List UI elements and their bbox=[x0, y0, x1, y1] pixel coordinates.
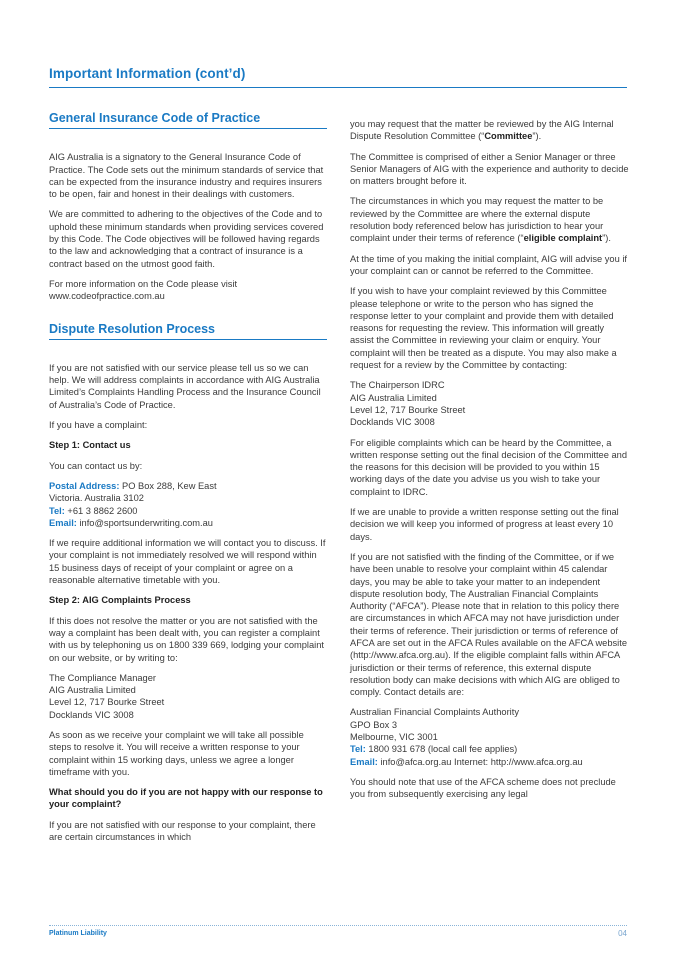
address-line: Melbourne, VIC 3001 bbox=[350, 732, 438, 743]
paragraph: If we require additional information we will contact you to discuss. If your complaint is not immediately resolved we will respond within 15 business days of receipt of your complaint or agree on a reasonable alternative timetable with you. bbox=[49, 538, 326, 586]
postal-value: PO Box 288, Kew East bbox=[119, 480, 217, 491]
paragraph: At the time of you making the initial complaint, AIG will advise you if your complaint can or cannot be referred to the Committee. bbox=[350, 253, 627, 276]
email-value[interactable]: info@sportsunderwriting.com.au bbox=[76, 517, 213, 528]
afca-contact bbox=[350, 706, 630, 767]
code-website-link[interactable]: www.codeofpractice.com.au bbox=[49, 291, 165, 302]
paragraph: You should note that use of the AFCA scheme does not preclude you from subsequently exercising any legal bbox=[350, 776, 616, 800]
paragraph-text: For more information on the Code please visit bbox=[49, 278, 238, 289]
address-line: AIG Australia Limited bbox=[49, 685, 136, 696]
postal-label: Postal Address: bbox=[49, 480, 120, 491]
paragraph: If you are not satisfied with our service please tell us so we can help. We will address complaints in accordance with AIG Australia Limited’s Complaints Handling Process and the Insurance Council of Australia’s Code of Practice. bbox=[49, 362, 321, 410]
paragraph: If you have a complaint: bbox=[49, 420, 148, 431]
footer-divider bbox=[49, 925, 627, 926]
compliance-address bbox=[49, 672, 327, 721]
paragraph bbox=[49, 278, 327, 303]
email-label: Email: bbox=[49, 517, 77, 528]
tel-value[interactable]: +61 3 8862 2600 bbox=[64, 505, 138, 516]
step2-heading: Step 2: AIG Complaints Process bbox=[49, 595, 191, 606]
bold-term: eligible complaint bbox=[523, 233, 603, 244]
paragraph: If you wish to have your complaint reviewed by this Committee please telephone or write to the person who has signed the response letter to your complaint and provide them with detailed reasons for requesting the review. This information will greatly assist the Committee in reviewing your claim or enquiry. Your complaint will then be treated as a dispute. You may also make a request for a review by the Committee by contacting: bbox=[350, 286, 617, 371]
title-divider bbox=[49, 87, 627, 88]
address-line: GPO Box 3 bbox=[350, 719, 398, 730]
bold-term: Committee bbox=[484, 131, 533, 142]
address-line: The Chairperson IDRC bbox=[350, 380, 445, 391]
paragraph: AIG Australia is a signatory to the General Insurance Code of Practice. The Code sets out the minimum standards of service that can be expected from the insurance industry and requires insurers to be open, fair and honest in their dealings with customers. bbox=[49, 152, 324, 200]
address-line: Level 12, 717 Bourke Street bbox=[350, 404, 466, 415]
paragraph: The Committee is comprised of either a Senior Manager or three Senior Managers of AIG with the experience and authority to decide on matters brought before it. bbox=[350, 151, 629, 187]
paragraph: If you are not satisfied with the finding of the Committee, or if we have been unable to resolve your complaint within 45 calendar days, you may be able to take your matter to an independent dispute resolution body, The Australian Financial Complaints Authority (“AFCA”). Please note that in relation to this policy there are circumstances in which AFCA may not have jurisdiction under their terms of reference. Their jurisdiction or terms of reference of AFCA are set out in the AFCA Rules available on the AFCA website (http://www.afca.org.au). If the eligible complaint falls within AFCA jurisdiction or their terms of reference, this external dispute resolution body can make decisions with which AIG are obliged to comply. Contact details are: bbox=[350, 551, 627, 698]
footer-product-name: Platinum Liability bbox=[49, 930, 107, 937]
contact-details bbox=[49, 480, 327, 529]
address-line: Docklands VIC 3008 bbox=[49, 709, 134, 720]
address-line: Docklands VIC 3008 bbox=[350, 417, 435, 428]
idrc-address bbox=[350, 379, 630, 428]
email-label: Email: bbox=[350, 756, 378, 767]
paragraph bbox=[350, 195, 630, 244]
left-column bbox=[49, 112, 327, 851]
paragraph: For eligible complaints which can be heard by the Committee, a written response setting out the final decision of the Committee and the reasons for this decision will be provided to you within 15 working days of the date you advise us you wish to take your complaint to IDRC. bbox=[350, 437, 627, 497]
right-column bbox=[350, 118, 630, 809]
address-line: AIG Australia Limited bbox=[350, 392, 437, 403]
paragraph: We are committed to adhering to the objectives of the Code and to uphold these minimum standards when providing services covered by this Code. The Code objectives will be followed having regards to the law and acknowledging that a contract of insurance is a contract based on the utmost good faith. bbox=[49, 209, 324, 269]
section-title-code-of-practice: General Insurance Code of Practice bbox=[49, 112, 327, 129]
address-line: Level 12, 717 Bourke Street bbox=[49, 697, 165, 708]
tel-label: Tel: bbox=[49, 505, 65, 516]
question-heading: What should you do if you are not happy with our response to your complaint? bbox=[49, 787, 323, 810]
address-line: The Compliance Manager bbox=[49, 672, 156, 683]
paragraph: If we are unable to provide a written response setting out the final decision we will keep you informed of progress at least every 10 days. bbox=[350, 507, 619, 542]
paragraph-text: The circumstances in which you may request the matter to be reviewed by the Committee are where the external dispute resolution body referenced below has jurisdiction to hear your complaint under their terms of reference (“ bbox=[350, 196, 604, 244]
paragraph: If you are not satisfied with our response to your complaint, there are certain circumstances in which bbox=[49, 819, 316, 843]
tel-value[interactable]: 1800 931 678 (local call fee applies) bbox=[365, 744, 518, 755]
address-line: Australian Financial Complaints Authority bbox=[350, 707, 519, 718]
email-value[interactable]: info@afca.org.au Internet: http://www.afca.org.au bbox=[377, 756, 583, 767]
paragraph-text: ”). bbox=[532, 131, 542, 142]
page-number: 04 bbox=[618, 929, 627, 938]
paragraph: As soon as we receive your complaint we will take all possible steps to resolve it. You will receive a written response to your complaint within 15 working days, unless we agree a longer timeframe with you. bbox=[49, 729, 304, 777]
section-title-dispute-resolution: Dispute Resolution Process bbox=[49, 323, 327, 340]
paragraph-text: ”). bbox=[602, 233, 611, 244]
postal-value-line2: Victoria. Australia 3102 bbox=[49, 493, 144, 504]
tel-label: Tel: bbox=[350, 744, 366, 755]
paragraph: If this does not resolve the matter or you are not satisfied with the way a complaint has been dealt with, you can register a complaint with us by telephoning us on 1800 339 669, lodging your complaint on our website, or by writing to: bbox=[49, 615, 324, 663]
page-title: Important Information (cont’d) bbox=[49, 66, 246, 81]
paragraph: You can contact us by: bbox=[49, 460, 143, 471]
paragraph-text: you may request that the matter be reviewed by the AIG Internal Dispute Resolution Committee (“ bbox=[350, 119, 614, 142]
paragraph bbox=[350, 118, 630, 143]
step1-heading: Step 1: Contact us bbox=[49, 440, 131, 451]
